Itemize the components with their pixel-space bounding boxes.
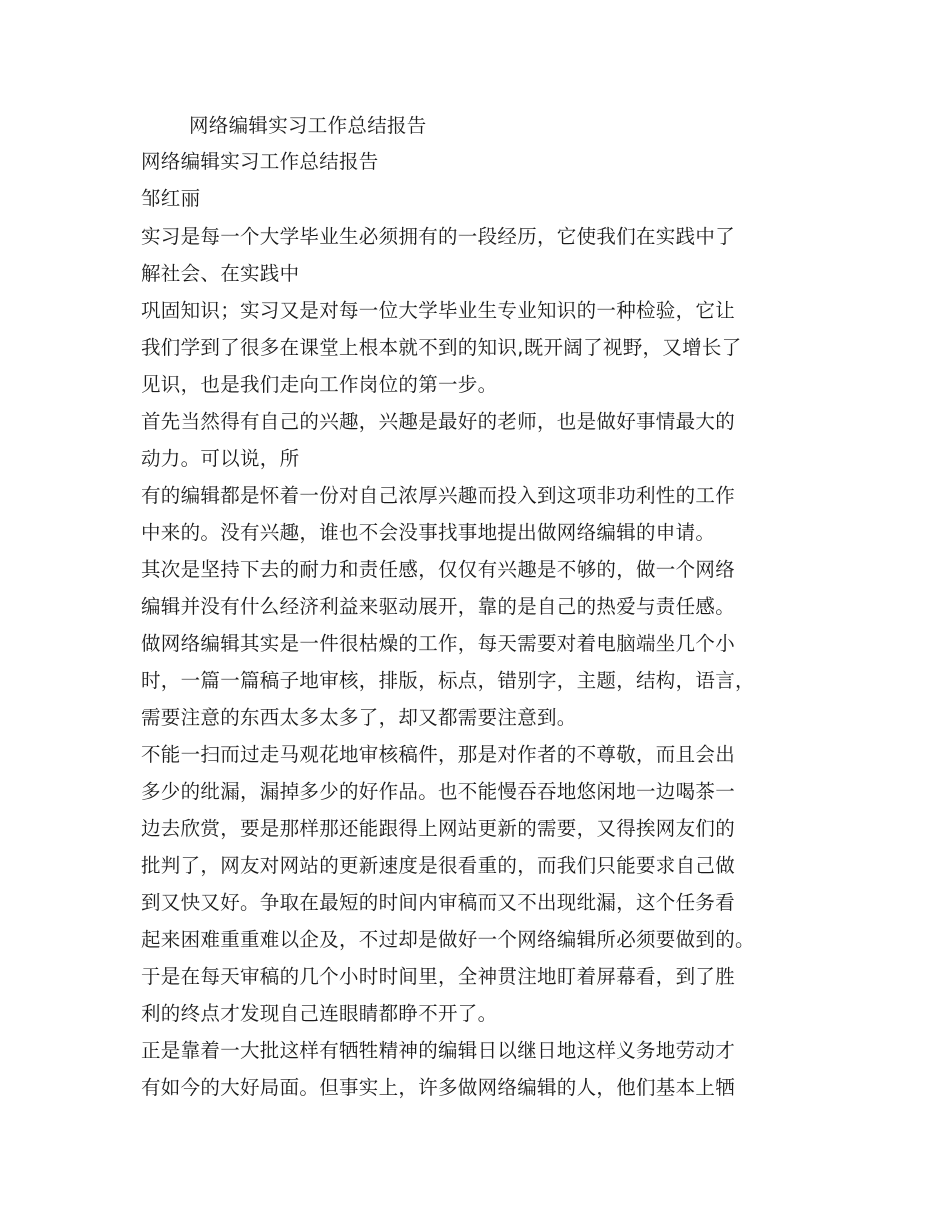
body-line: 首先当然得有自己的兴趣，兴趣是最好的老师，也是做好事情最大的	[141, 410, 736, 433]
body-line: 时，一篇一篇稿子地审核，排版，标点，错别字，主题，结构，语言，	[141, 669, 755, 692]
body-line: 有如今的大好局面。但事实上，许多做网络编辑的人，他们基本上牺	[141, 1076, 736, 1099]
body-line: 做网络编辑其实是一件很枯燥的工作，每天需要对着电脑端坐几个小	[141, 632, 736, 655]
body-line: 利的终点才发现自己连眼睛都睁不开了。	[141, 1002, 498, 1025]
document-heading: 网络编辑实习工作总结报告	[189, 114, 427, 137]
body-line: 不能一扫而过走马观花地审核稿件，那是对作者的不尊敬，而且会出	[141, 743, 736, 766]
body-line: 需要注意的东西太多太多了，却又都需要注意到。	[141, 706, 577, 729]
document-author: 邹红丽	[141, 187, 201, 210]
body-line: 巩固知识；实习又是对每一位大学毕业生专业知识的一种检验，它让	[141, 299, 736, 322]
body-line: 正是靠着一大批这样有牺牲精神的编辑日以继日地这样义务地劳动才	[141, 1039, 736, 1062]
body-line: 编辑并没有什么经济利益来驱动展开，靠的是自己的热爱与责任感。	[141, 595, 736, 618]
body-line: 我们学到了很多在课堂上根本就不到的知识,既开阔了视野，又增长了	[141, 336, 742, 359]
body-line: 解社会、在实践中	[141, 262, 300, 285]
body-line: 实习是每一个大学毕业生必须拥有的一段经历，它使我们在实践中了	[141, 225, 736, 248]
body-line: 起来困难重重难以企及，不过却是做好一个网络编辑所必须要做到的。	[141, 928, 755, 951]
body-line: 动力。可以说，所	[141, 447, 300, 470]
body-line: 其次是坚持下去的耐力和责任感，仅仅有兴趣是不够的，做一个网络	[141, 558, 736, 581]
body-line: 到又快又好。争取在最短的时间内审稿而又不出现纰漏，这个任务看	[141, 891, 736, 914]
body-line: 有的编辑都是怀着一份对自己浓厚兴趣而投入到这项非功利性的工作	[141, 484, 736, 507]
body-line: 边去欣赏，要是那样那还能跟得上网站更新的需要，又得挨网友们的	[141, 817, 736, 840]
body-line: 多少的纰漏，漏掉多少的好作品。也不能慢吞吞地悠闲地一边喝茶一	[141, 780, 736, 803]
body-line: 批判了，网友对网站的更新速度是很看重的，而我们只能要求自己做	[141, 854, 736, 877]
body-line: 中来的。没有兴趣，谁也不会没事找事地提出做网络编辑的申请。	[141, 521, 716, 544]
document-title: 网络编辑实习工作总结报告	[141, 150, 379, 173]
body-line: 于是在每天审稿的几个小时时间里，全神贯注地盯着屏幕看，到了胜	[141, 965, 736, 988]
body-line: 见识，也是我们走向工作岗位的第一步。	[141, 373, 498, 396]
